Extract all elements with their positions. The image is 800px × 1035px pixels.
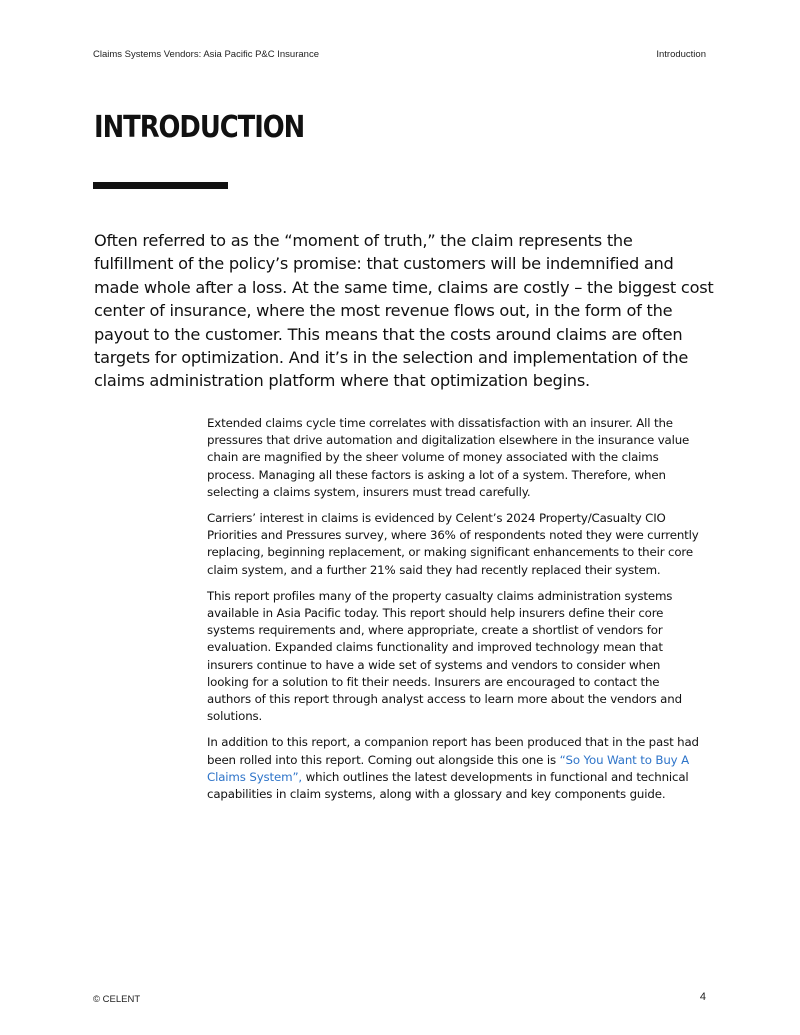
running-header-section: Introduction	[656, 49, 706, 60]
body-paragraph-4	[207, 734, 699, 803]
companion-report-link[interactable]: “So You Want to Buy A Claims System”,	[207, 752, 690, 784]
paragraph-4-text-after: which outlines the latest developments in functional and technical capabilities in claim systems, along with a glossary and key components guide.	[207, 769, 689, 802]
running-header-title: Claims Systems Vendors: Asia Pacific P&C Insurance	[93, 49, 319, 60]
body-text	[207, 415, 699, 812]
paragraph-4-text-before: In addition to this report, a companion report has been produced that in the past had been rolled into this report. Coming out alongside this one is	[207, 735, 699, 767]
title-underline-rule	[93, 182, 228, 189]
body-paragraph-3: This report profiles many of the property casualty claims administration systems available in Asia Pacific today. This report should help insurers define their core systems requirements and, where appropriate, create a shortlist of vendors for evaluation. Expanded claims functionality and improved technology mean that insurers continue to have a wide set of systems and vendors to consider when looking for a solution to fit their needs. Insurers are encouraged to contact the authors of this report through analyst access to learn more about the vendors and solutions.	[207, 588, 682, 724]
page-number: 4	[699, 991, 706, 1003]
page-title: INTRODUCTION	[94, 110, 305, 145]
footer-copyright: © CELENT	[93, 994, 141, 1005]
lead-paragraph: Often referred to as the “moment of truth,” the claim represents the fulfillment of the policy’s promise: that customers will be indemnified and made whole after a loss. At the same time, claims are costly – the biggest cost center of insurance, where the most revenue flows out, in the form of the payout to the customer. This means that the costs around claims are often targets for optimization. And it’s in the selection and implementation of the claims administration platform where that optimization begins.	[94, 231, 714, 391]
body-paragraph-2: Carriers’ interest in claims is evidenced by Celent’s 2024 Property/Casualty CIO Priorities and Pressures survey, where 36% of respondents noted they were currently replacing, beginning replacement, or making significant enhancements to their core claim system, and a further 21% said they had recently replaced their system.	[207, 511, 699, 577]
body-paragraph-1: Extended claims cycle time correlates with dissatisfaction with an insurer. All the pressures that drive automation and digitalization elsewhere in the insurance value chain are magnified by the sheer volume of money associated with the claims process. Managing all these factors is asking a lot of a system. Therefore, when selecting a claims system, insurers must tread carefully.	[207, 416, 690, 499]
